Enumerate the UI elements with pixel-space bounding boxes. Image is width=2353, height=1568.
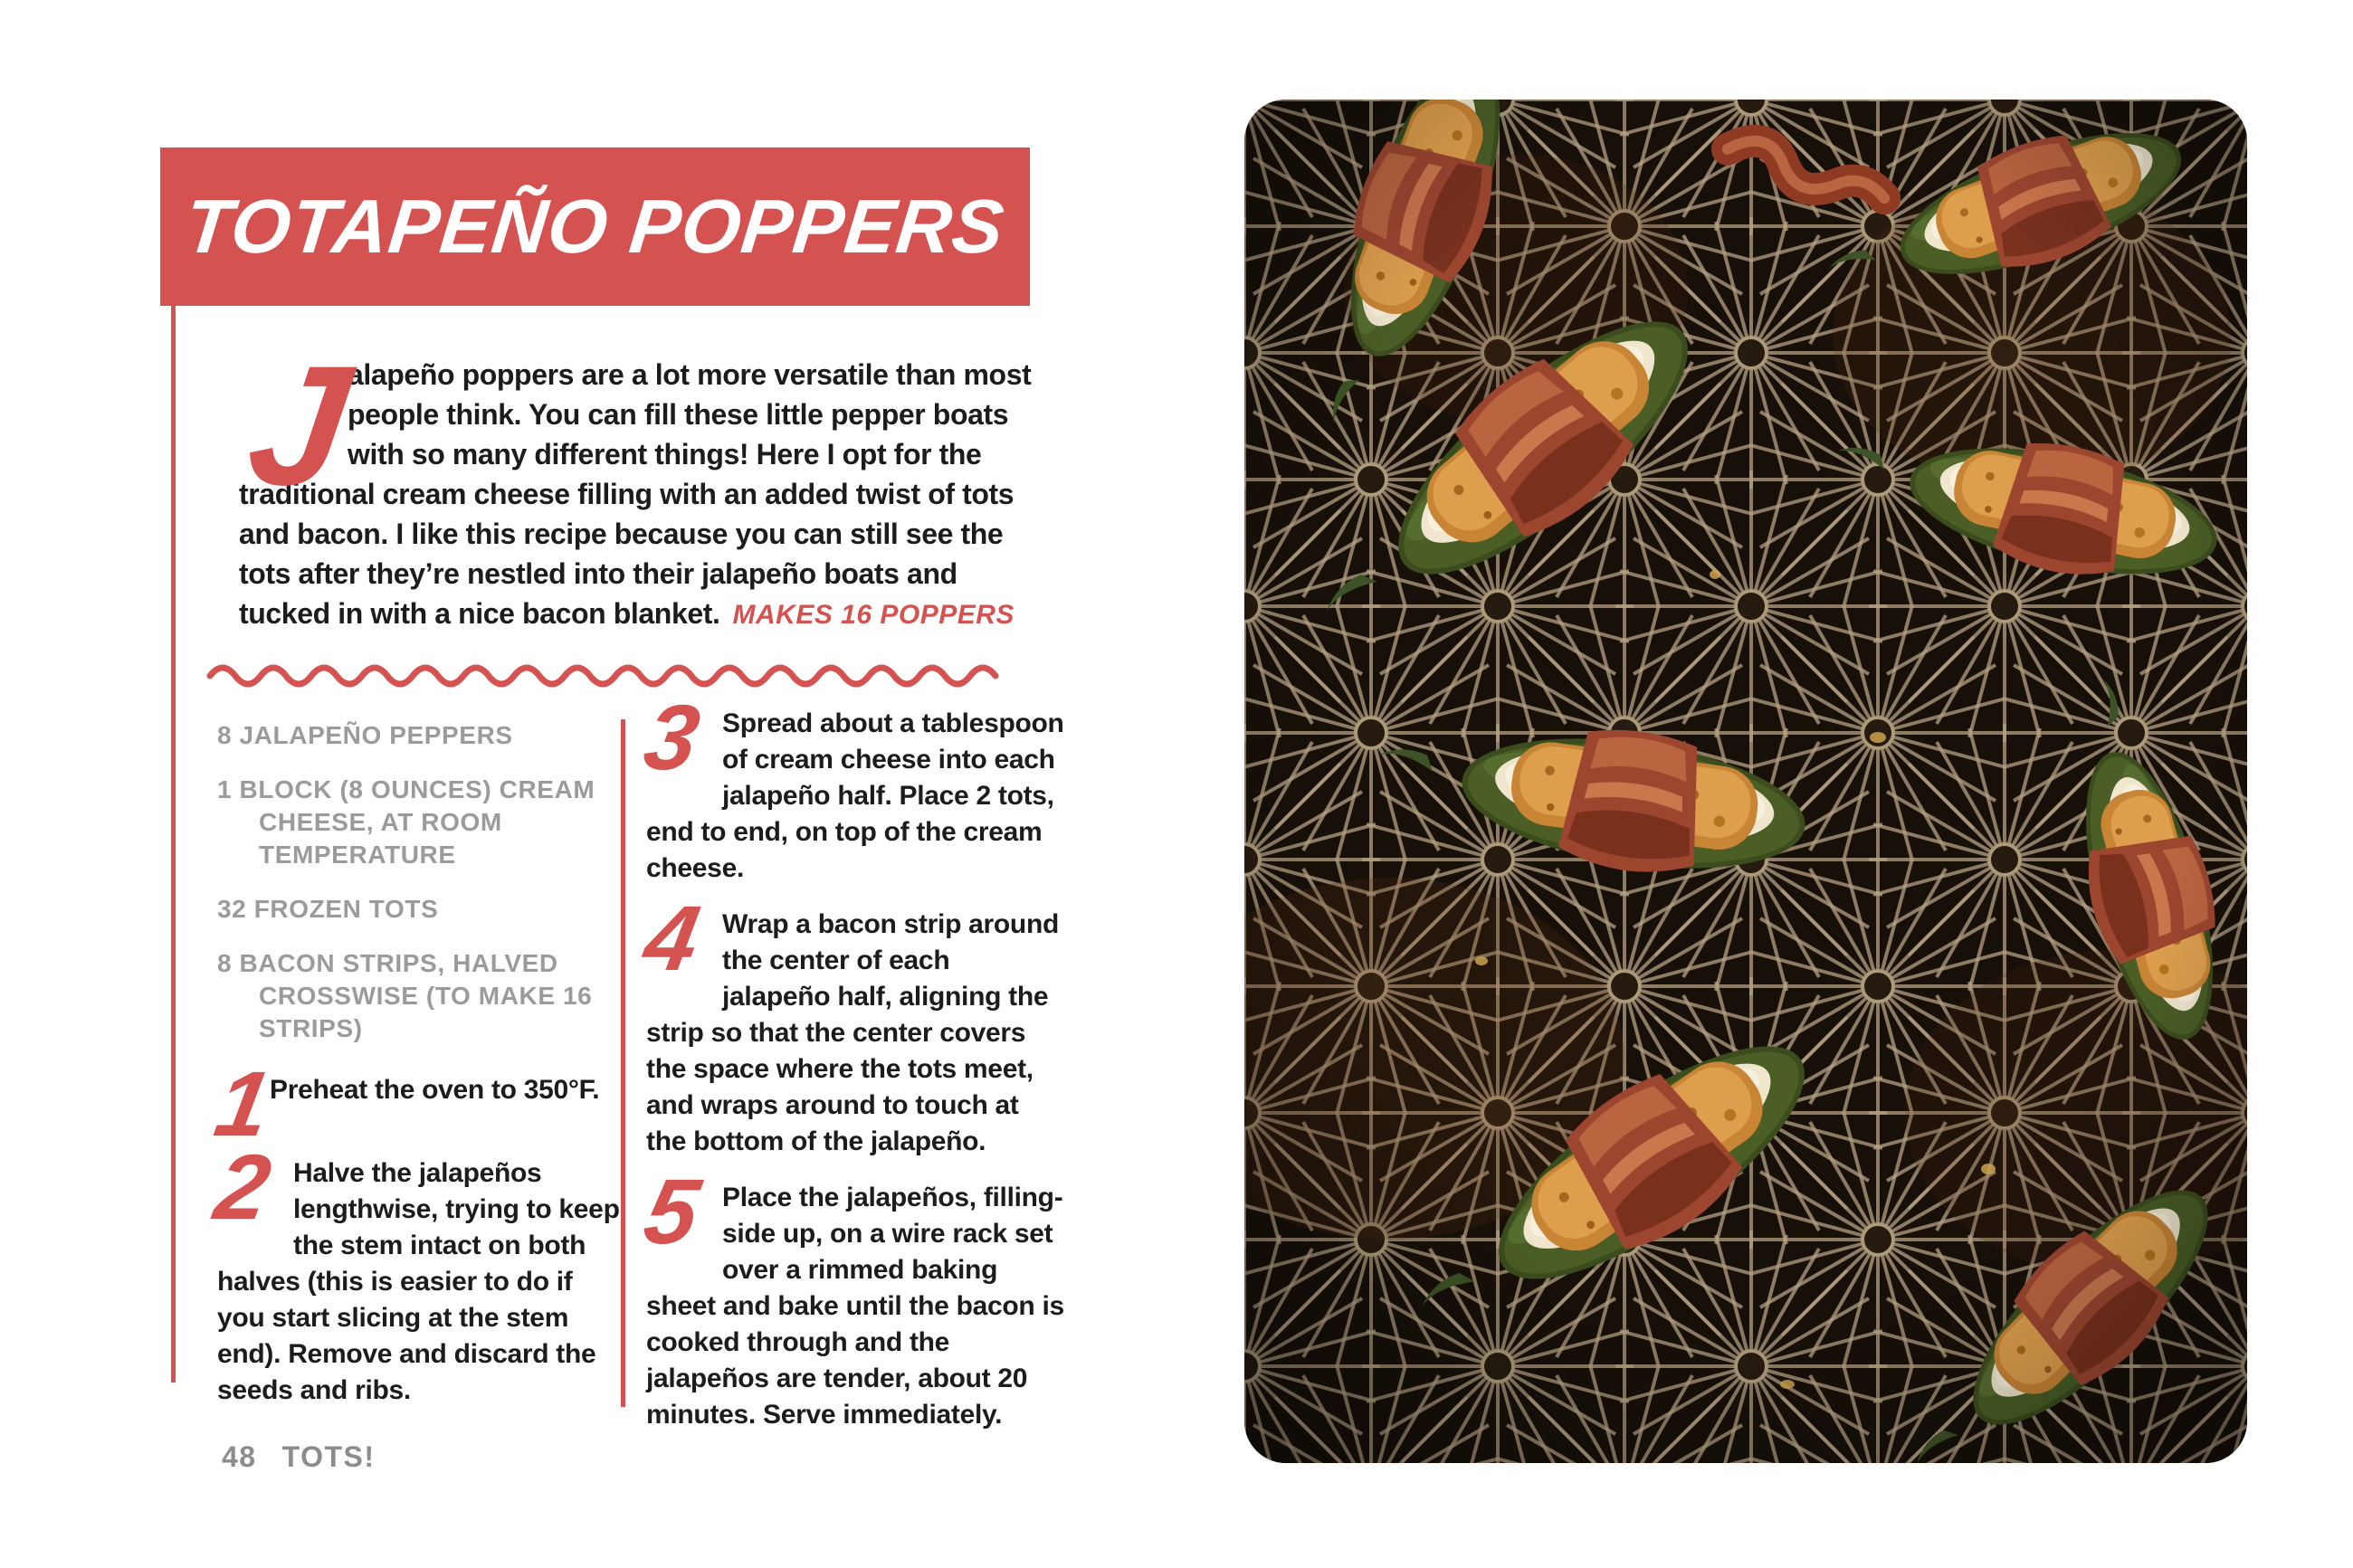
intro-paragraph: [238, 330, 1043, 635]
book-title: TOTS!: [281, 1440, 376, 1473]
right-column: [636, 686, 1064, 1433]
recipe-title-banner: [160, 147, 1030, 306]
step-4-number: 4: [636, 887, 707, 990]
recipe-title: TOTAPEÑO POPPERS: [181, 184, 1009, 269]
ingredient-item: 32 FROZEN TOTS: [217, 895, 439, 923]
ingredient-item: 1 BLOCK (8 OUNCES) CREAM CHEESE, AT ROOM TEMPERATURE: [217, 775, 595, 869]
step-2: [207, 1136, 626, 1409]
wavy-divider: [206, 657, 1026, 688]
left-accent-rule: [171, 306, 176, 1383]
page-number: 48: [222, 1440, 257, 1473]
step-3-number: 3: [636, 686, 707, 789]
dropcap: [238, 330, 359, 520]
column-divider: [621, 719, 625, 1407]
step-3: [636, 686, 1064, 887]
step-2-number: 2: [207, 1136, 278, 1239]
intro-text: alapeño poppers are a lot more versatile than most people think. You can fill these little pepper boats with so many different things! Here I opt for the traditional cream cheese filling with an added twist of tots and bacon. I like this recipe because you can still see the tots after they’re nestled into their jalapeño boats and tucked in with a nice bacon blanket.: [239, 358, 1032, 630]
dropcap-letter: J: [238, 330, 359, 520]
page-footer: [222, 1440, 376, 1474]
poppers-photo-illustration: [1244, 100, 2247, 1463]
step-2-text: Halve the jalapeños lengthwise, trying to keep the stem intact on both halves (this is easier to do if you start slicing at the stem end). Remove and discard the seeds and ribs.: [217, 1158, 620, 1405]
ingredients-list: [217, 719, 626, 1045]
recipe-photo: [1244, 100, 2247, 1463]
step-5-number: 5: [636, 1160, 707, 1263]
ingredient-item: 8 BACON STRIPS, HALVED CROSSWISE (TO MAKE 16 STRIPS): [217, 949, 593, 1042]
left-column: [207, 719, 626, 1409]
step-4: [636, 887, 1064, 1160]
step-1-text: Preheat the oven to 350°F.: [270, 1075, 600, 1105]
step-3-text: Spread about a tablespoon of cream cheese into each jalapeño half. Place 2 tots, end to end, on top of the cream cheese.: [646, 708, 1064, 883]
step-5: [636, 1160, 1064, 1433]
yield-label: MAKES 16 POPPERS: [732, 600, 1015, 630]
step-4-text: Wrap a bacon strip around the center of each jalapeño half, aligning the strip so that the center covers the space where the tots meet, and wraps around to touch at the bottom of the jalapeño.: [646, 909, 1059, 1156]
step-5-text: Place the jalapeños, filling-side up, on a wire rack set over a rimmed baking sheet and bake until the bacon is cooked through and the jalapeños are tender, about 20 minutes. Serve immediately.: [646, 1183, 1064, 1430]
ingredient-item: 8 JALAPEÑO PEPPERS: [217, 721, 513, 749]
step-1: [207, 1052, 626, 1155]
step-1-number: 1: [207, 1052, 278, 1155]
